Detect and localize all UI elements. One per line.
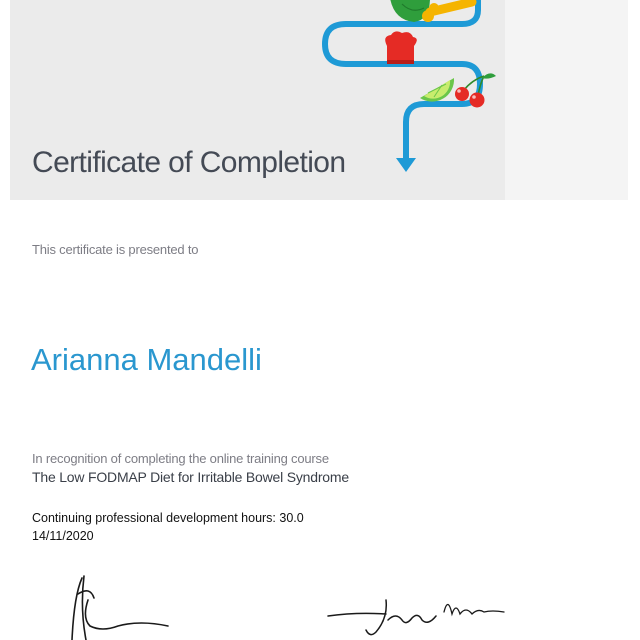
page-title: Certificate of Completion bbox=[32, 146, 346, 179]
cpd-hours: Continuing professional development hours: 30.0 bbox=[32, 511, 304, 525]
recognition-text: In recognition of completing the online training course bbox=[32, 451, 329, 466]
course-name: The Low FODMAP Diet for Irritable Bowel Syndrome bbox=[32, 469, 349, 485]
signature-left bbox=[60, 568, 180, 640]
recipient-name: Arianna Mandelli bbox=[31, 342, 262, 377]
chef-hat-icon bbox=[385, 31, 417, 64]
lime-icon bbox=[420, 78, 454, 102]
signature-right bbox=[326, 592, 510, 640]
certificate-header bbox=[10, 0, 628, 200]
gut-pipe bbox=[325, 0, 480, 160]
completion-date: 14/11/2020 bbox=[32, 529, 94, 543]
presented-to-label: This certificate is presented to bbox=[32, 242, 199, 257]
arrow-down-icon bbox=[396, 158, 416, 172]
